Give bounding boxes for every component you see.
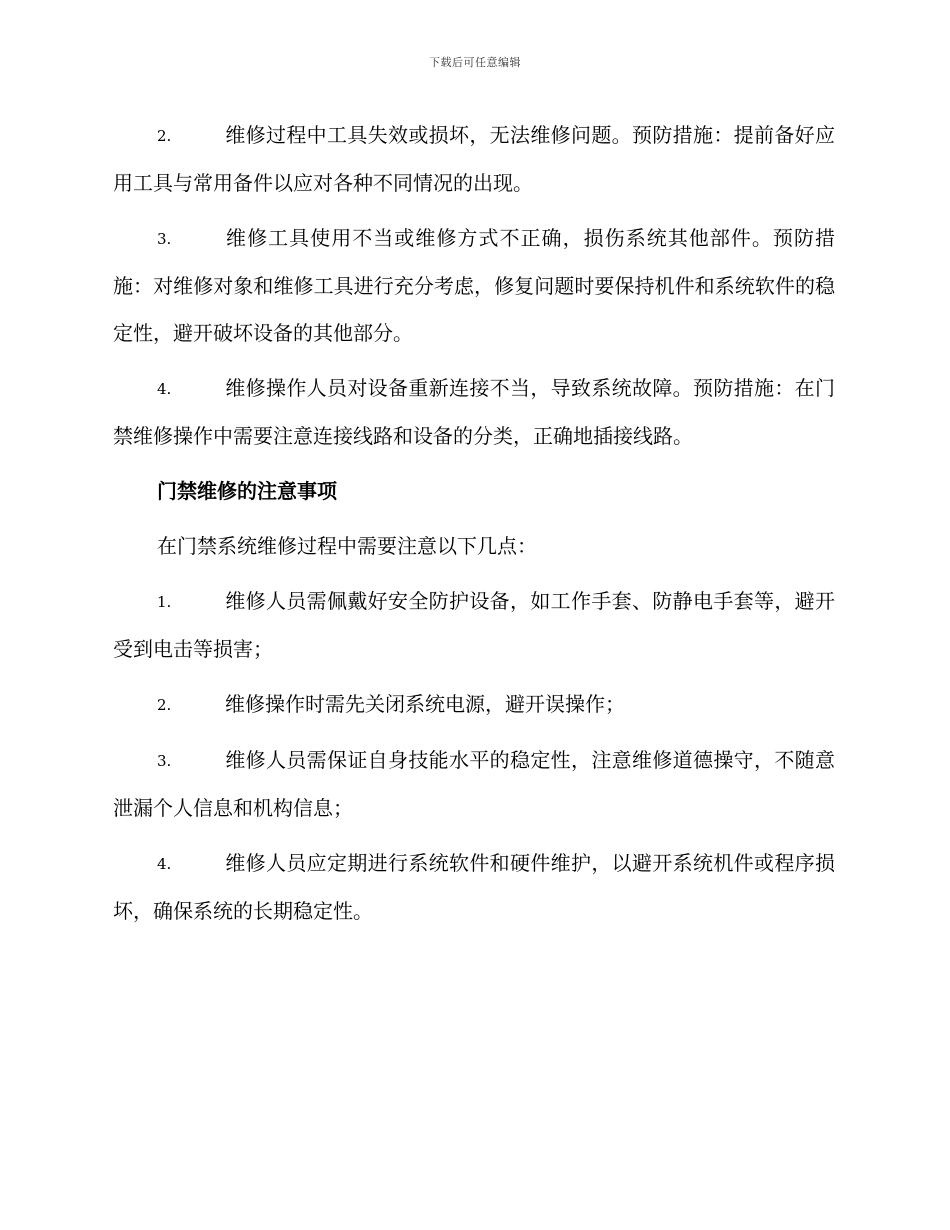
list-item-number: 3. <box>157 752 172 770</box>
list-item-text: 维修操作人员对设备重新连接不当，导致系统故障。预防措施：在门禁维修操作中需要注意连接线路和设备的分类，正确地插接线路。 <box>113 376 835 448</box>
list-item-text: 维修过程中工具失效或损坏，无法维修问题。预防措施：提前备好应用工具与常用备件以应对各种不同情况的出现。 <box>113 123 835 195</box>
list-item <box>113 112 835 207</box>
list-item <box>113 365 835 460</box>
list-item-number: 3. <box>157 230 172 248</box>
list-item-number: 4. <box>157 380 172 398</box>
list-item <box>113 215 835 357</box>
list-item-text: 维修人员应定期进行系统软件和硬件维护，以避开系统机件或程序损坏，确保系统的长期稳定性。 <box>113 851 835 923</box>
page-header: 下载后可任意编辑 <box>429 56 521 69</box>
list-item-number: 1. <box>157 593 172 611</box>
section-intro: 在门禁系统维修过程中需要注意以下几点： <box>157 534 537 558</box>
list-item-number: 4. <box>157 855 172 873</box>
section-heading: 门禁维修的注意事项 <box>157 479 337 503</box>
document-body <box>113 112 835 943</box>
list-item-text: 维修工具使用不当或维修方式不正确，损伤系统其他部件。预防措施：对维修对象和维修工具进行充分考虑，修复问题时要保持机件和系统软件的稳定性，避开破坏设备的其他部分。 <box>113 226 835 345</box>
list-item <box>113 681 835 729</box>
list-item <box>113 840 835 935</box>
list-item-text: 维修人员需佩戴好安全防护设备，如工作手套、防静电手套等，避开受到电击等损害； <box>113 589 835 661</box>
list-item-number: 2. <box>157 696 172 714</box>
list-item <box>113 578 835 673</box>
list-item-number: 2. <box>157 127 172 145</box>
list-item-text: 维修操作时需先关闭系统电源，避开误操作； <box>225 692 625 716</box>
list-item <box>113 737 835 832</box>
list-item-text: 维修人员需保证自身技能水平的稳定性，注意维修道德操守，不随意泄漏个人信息和机构信息； <box>113 748 835 820</box>
